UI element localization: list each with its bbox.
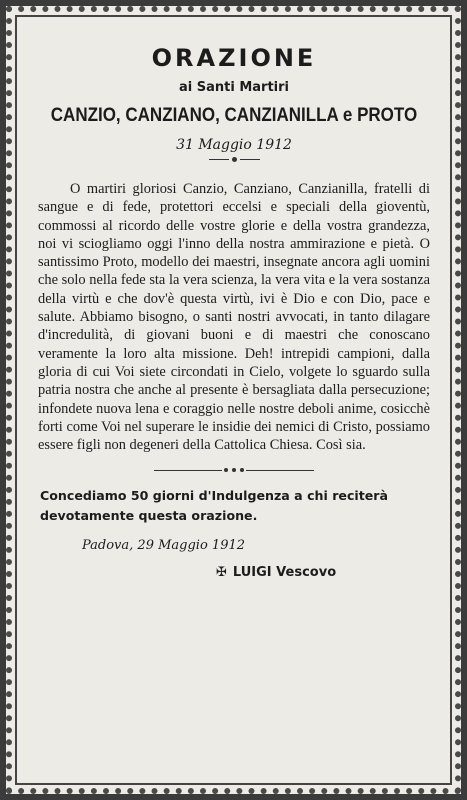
date: 31 Maggio 1912	[176, 137, 292, 153]
divider-dot	[224, 468, 228, 472]
divider-line-left	[209, 159, 229, 160]
martyr-names: CANZIO, CANZIANO, CANZIANILLA e PROTO	[50, 103, 418, 126]
prayer-text: O martiri gloriosi Canzio, Canziano, Canzianilla, fratelli di sangue e di fede, protettori eccelsi e speciali della gioventù, commossi al ricordo delle vostre glorie e della vostra grandezza, noi vi sciogliamo oggi l'inno della nostra ammirazione e pietà. O santissimo Proto, modello dei maestri, insegnate ancora agli uomini che solo nella fede sta la vera scienza, la vera vita e la vera sostanza della virtù e che dov'è questa virtù, ivi è Dio e con Dio, pace e salute. Abbiamo bisogno, o santi nostri avvocati, in tanto dilagare d'incredulità, di giovani buoni e di maestri che conoscano veramente la loro alta missione. Deh! intrepidi campioni, dalla gloria di cui Voi siete circondati in Cielo, volgete lo sguardo sulla patria nostra che anche al presente è bersagliata dalla persecuzione; infondete nuova lena e coraggio nelle nostre deboli anime, cosicchè forti come Voi nel superare le insidie dei nemici di Cristo, possiamo essere figli non degeneri della Cattolica Chiesa. Così sia.	[38, 181, 430, 454]
signer-name: LUIGI	[232, 565, 272, 581]
place-date: Padova, 29 Maggio 1912	[82, 538, 246, 554]
indulgence-note: Concediamo 50 giorni d'Indulgenza a chi reciterà devotamente questa orazione.	[40, 488, 389, 524]
divider-dot	[240, 468, 244, 472]
cross-icon: ✠	[216, 565, 227, 581]
divider-line-right	[240, 159, 260, 160]
divider-line-right	[246, 470, 314, 471]
ornamental-divider-lower	[36, 468, 432, 472]
signer-title: Vescovo	[276, 565, 337, 581]
divider-dot	[232, 468, 236, 472]
title: ORAZIONE	[151, 44, 317, 72]
card-content	[36, 40, 432, 580]
subtitle: ai Santi Martiri	[179, 80, 289, 95]
signature	[216, 565, 432, 580]
ornamental-divider	[36, 157, 432, 162]
divider-line-left	[154, 470, 222, 471]
divider-dot	[232, 157, 237, 162]
